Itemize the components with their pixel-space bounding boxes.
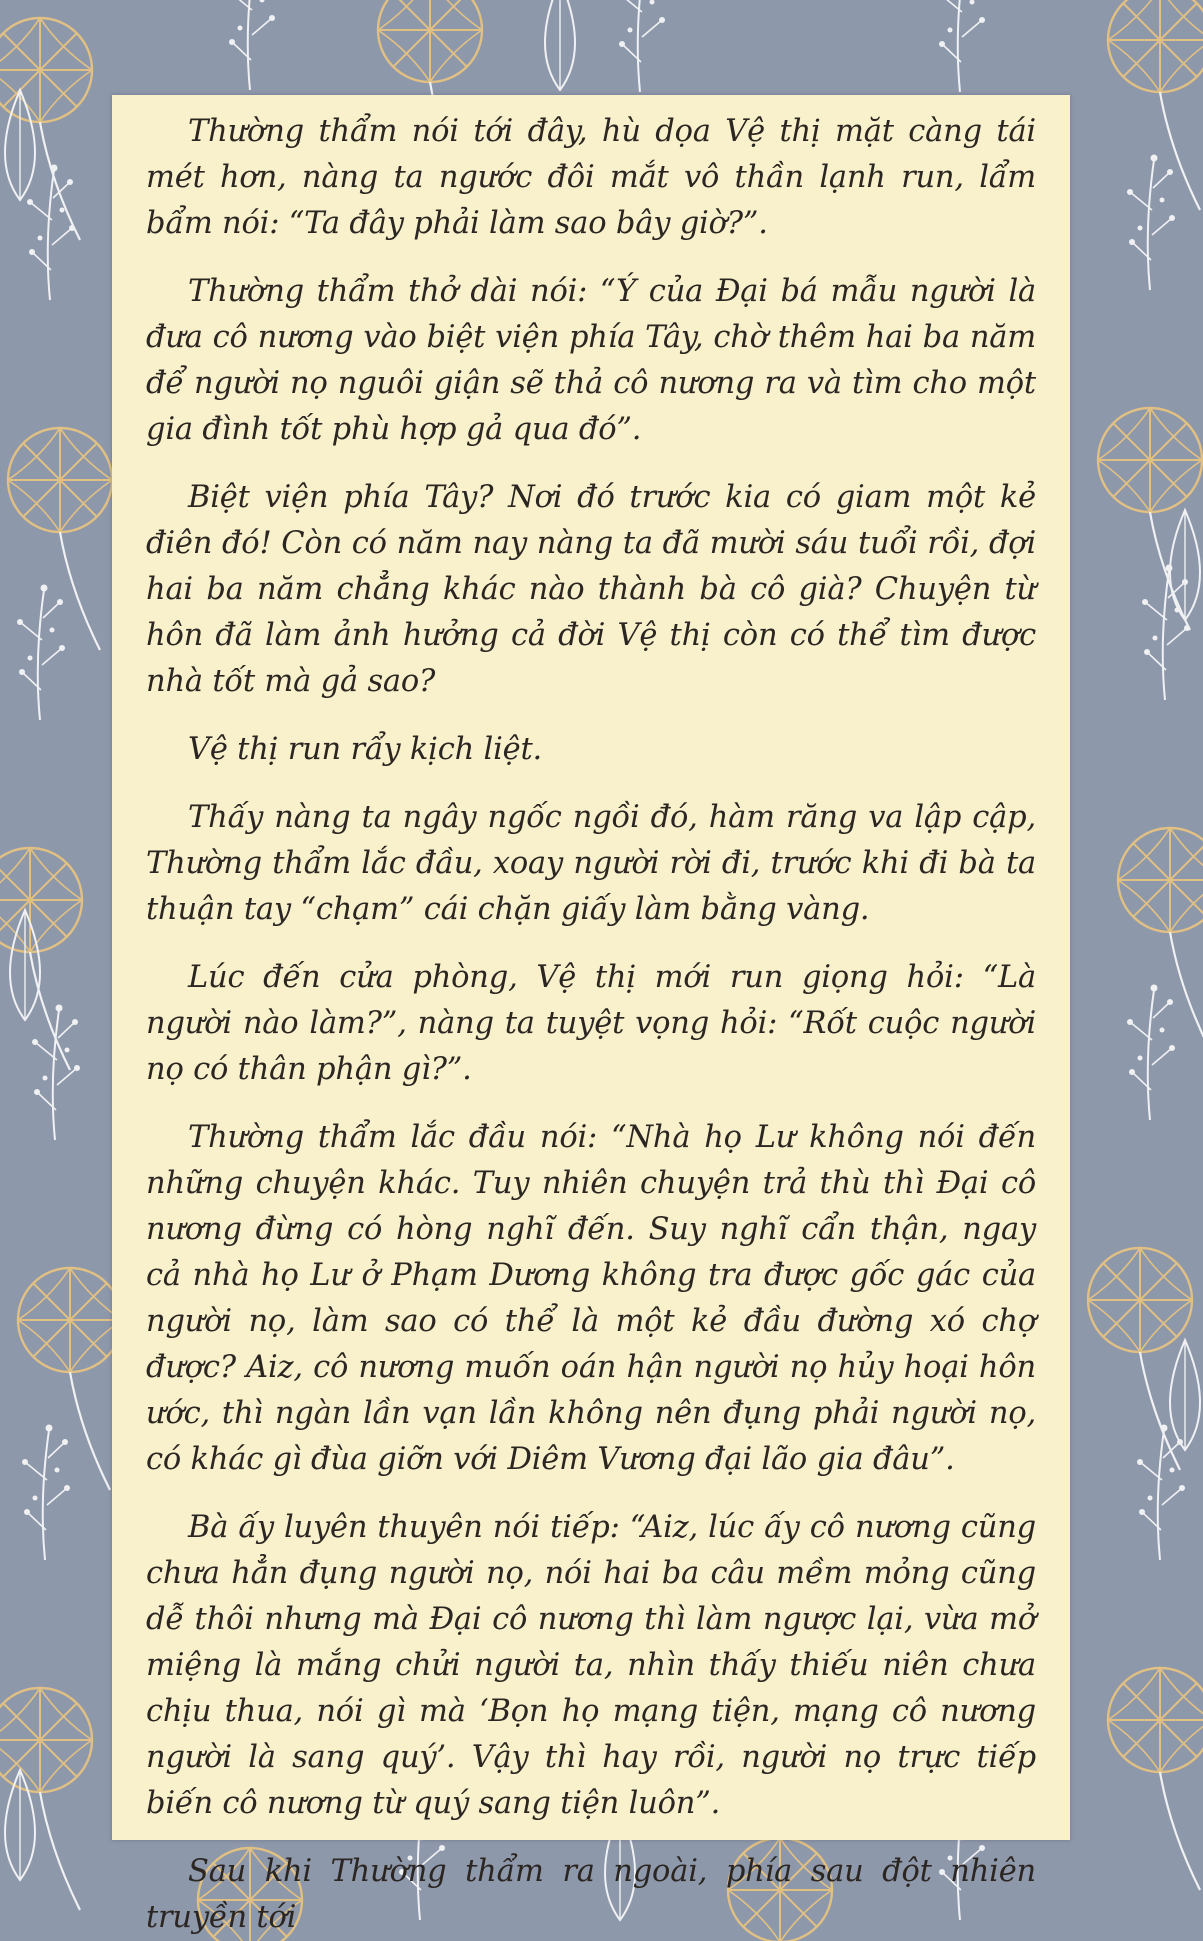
- paragraph-7: Thường thẩm lắc đầu nói: “Nhà họ Lư không nói đến những chuyện khác. Tuy nhiên chuyện trả thù thì Đại cô nương đừng có hòng nghĩ đến. Suy nghĩ cẩn thận, ngay cả nhà họ Lư ở Phạm Dương không tra được gốc gác của người nọ, làm sao có thể là một kẻ đầu đường xó chợ được? Aiz, cô nương muốn oán hận người nọ hủy hoại hôn ước, thì ngàn lần vạn lần không nên đụng phải người nọ, có khác gì đùa giỡn với Diêm Vương đại lão gia đâu”.: [146, 1120, 1036, 1477]
- paragraph-1: Thường thẩm nói tới đây, hù dọa Vệ thị mặt càng tái mét hơn, nàng ta ngước đôi mắt vô thần lạnh run, lẩm bẩm nói: “Ta đây phải làm sao bây giờ?”.: [146, 114, 1036, 241]
- paragraph-8: Bà ấy luyên thuyên nói tiếp: “Aiz, lúc ấy cô nương cũng chưa hẳn đụng người nọ, nói hai ba câu mềm mỏng cũng dễ thôi nhưng mà Đại cô nương thì làm ngược lại, vừa mở miệng là mắng chửi người ta, nhìn thấy thiếu niên chưa chịu thua, nói gì mà ‘Bọn họ mạng tiện, mạng cô nương người là sang quý’. Vậy thì hay rồi, người nọ trực tiếp biến cô nương từ quý sang tiện luôn”.: [146, 1510, 1036, 1821]
- paragraph-5: Thấy nàng ta ngây ngốc ngồi đó, hàm răng va lập cập, Thường thẩm lắc đầu, xoay người rời đi, trước khi đi bà ta thuận tay “chạm” cái chặn giấy làm bằng vàng.: [146, 800, 1036, 927]
- paragraph-2: Thường thẩm thở dài nói: “Ý của Đại bá mẫu người là đưa cô nương vào biệt viện phía Tây, chờ thêm hai ba năm để người nọ nguôi giận sẽ thả cô nương ra và tìm cho một gia đình tốt phù hợp gả qua đó”.: [146, 274, 1036, 447]
- paragraph-4: Vệ thị run rẩy kịch liệt.: [188, 732, 543, 767]
- paragraph-9: Sau khi Thường thẩm ra ngoài, phía sau đột nhiên truyền tới: [146, 1854, 1036, 1935]
- paragraph-6: Lúc đến cửa phòng, Vệ thị mới run giọng hỏi: “Là người nào làm?”, nàng ta tuyệt vọng hỏi: “Rốt cuộc người nọ có thân phận gì?”.: [146, 960, 1036, 1087]
- paragraph-3: Biệt viện phía Tây? Nơi đó trước kia có giam một kẻ điên đó! Còn có năm nay nàng ta đã mười sáu tuổi rồi, đợi hai ba năm chẳng khác nào thành bà cô già? Chuyện từ hôn đã làm ảnh hưởng cả đời Vệ thị còn có thể tìm được nhà tốt mà gả sao?: [146, 480, 1036, 699]
- story-page: [112, 95, 1070, 1935]
